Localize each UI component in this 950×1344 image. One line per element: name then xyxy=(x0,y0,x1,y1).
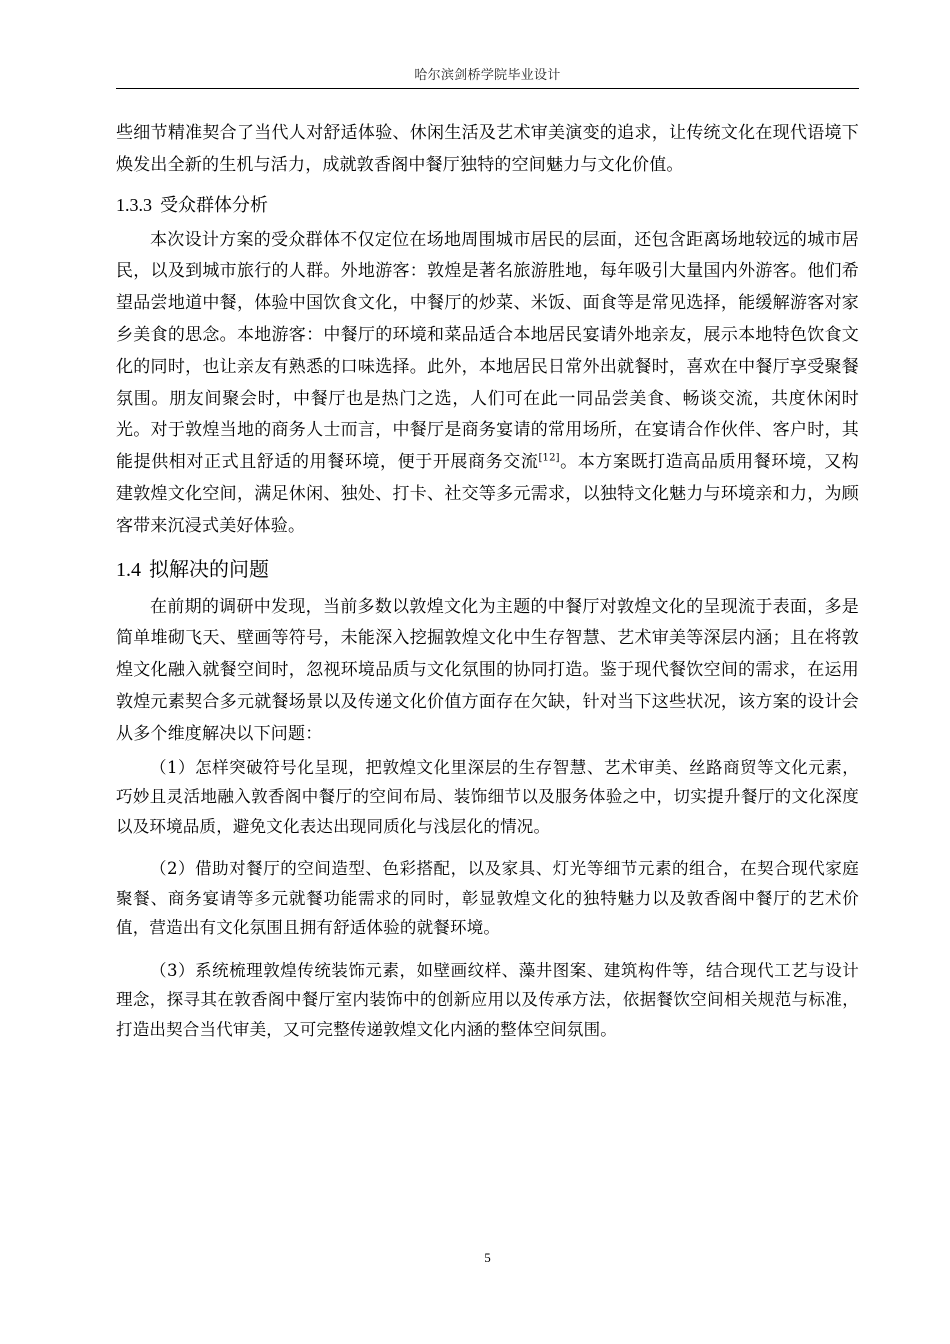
problem-item: （3）系统梳理敦煌传统装饰元素，如壁画纹样、藻井图案、建筑构件等，结合现代工艺与设计理念，探寻其在敦香阁中餐厅室内装饰中的创新应用以及传承方法，依据餐饮空间相关规范与标准，打造出契合当代审美，又可完整传递敦煌文化内涵的整体空间氛围。 xyxy=(116,960,859,1039)
section-number: 1.3.3 xyxy=(116,194,152,215)
problems-paragraph: 在前期的调研中发现，当前多数以敦煌文化为主题的中餐厅对敦煌文化的呈现流于表面，多是简单堆砌飞天、壁画等符号，未能深入挖掘敦煌文化中生存智慧、艺术审美等深层内涵；且在将敦煌文化融入就餐空间时，忽视环境品质与文化氛围的协同打造。鉴于现代餐饮空间的需求，在运用敦煌元素契合多元就餐场景以及传递文化价值方面存在欠缺，针对当下这些状况，该方案的设计会从多个维度解决以下问题： xyxy=(116,596,859,744)
page-number: 5 xyxy=(484,1250,491,1265)
section-title: 拟解决的问题 xyxy=(149,556,269,581)
section-heading-1-3-3 xyxy=(116,192,859,219)
audience-text-part2: 。本方案既打造高品质用餐环境，又构建敦煌文化空间，满足休闲、独处、打卡、社交等多元需求，以独特文化魅力与环境亲和力，为顾客带来沉浸式美好体验。 xyxy=(116,452,859,536)
audience-paragraph xyxy=(116,225,859,543)
citation-ref: [12] xyxy=(538,452,560,464)
audience-text-part1: 本次设计方案的受众群体不仅定位在场地周围城市居民的层面，还包含距离场地较远的城市居民，以及到城市旅行的人群。外地游客：敦煌是著名旅游胜地，每年吸引大量国内外游客。他们希望品尝地道中餐，体验中国饮食文化，中餐厅的炒菜、米饭、面食等是常见选择，能缓解游客对家乡美食的思念。本地游客：中餐厅的环境和菜品适合本地居民宴请外地亲友，展示本地特色饮食文化的同时，也让亲友有熟悉的口味选择。此外，本地居民日常外出就餐时，喜欢在中餐厅享受聚餐氛围。朋友间聚会时，中餐厅也是热门之选，人们可在此一同品尝美食、畅谈交流，共度休闲时光。对于敦煌当地的商务人士而言，中餐厅是商务宴请的常用场所，在宴请合作伙伴、客户时，其能提供相对正式且舒适的用餐环境，便于开展商务交流 xyxy=(116,229,859,473)
intro-paragraph: 些细节精准契合了当代人对舒适体验、休闲生活及艺术审美演变的追求，让传统文化在现代语境下焕发出全新的生机与活力，成就敦香阁中餐厅独特的空间魅力与文化价值。 xyxy=(116,123,859,175)
page-header-title: 哈尔滨剑桥学院毕业设计 xyxy=(414,68,561,83)
page-body xyxy=(116,118,859,1057)
section-title: 受众群体分析 xyxy=(160,194,268,216)
section-number: 1.4 xyxy=(116,558,141,581)
problem-item: （2）借助对餐厅的空间造型、色彩搭配，以及家具、灯光等细节元素的组合，在契合现代家庭聚餐、商务宴请等多元就餐功能需求的同时，彰显敦煌文化的独特魅力以及敦香阁中餐厅的艺术价值，营造出有文化氛围且拥有舒适体验的就餐环境。 xyxy=(116,859,859,938)
problem-item: （1）怎样突破符号化呈现，把敦煌文化里深层的生存智慧、艺术审美、丝路商贸等文化元素，巧妙且灵活地融入敦香阁中餐厅的空间布局、装饰细节以及服务体验之中，切实提升餐厅的文化深度以及环境品质，避免文化表达出现同质化与浅层化的情况。 xyxy=(116,757,859,836)
header-divider xyxy=(116,88,859,89)
section-heading-1-4 xyxy=(116,555,859,584)
